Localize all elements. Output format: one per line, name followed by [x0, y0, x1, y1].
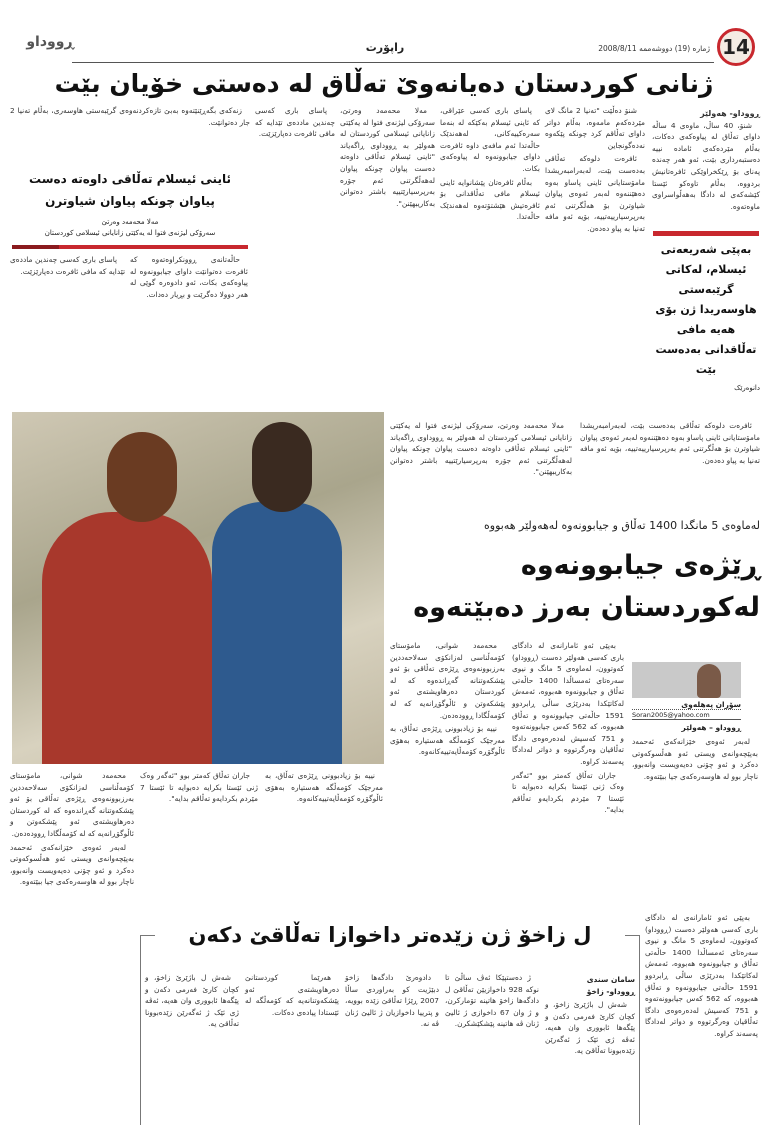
- section-title: راپۆرت: [365, 41, 405, 54]
- main-headline: ژنانی کوردستان دەیانەوێ تەڵاق لە دەستی خۆیان بێت: [54, 69, 714, 98]
- story2-column-5: [140, 770, 258, 807]
- story2-top-column-2: [390, 420, 572, 480]
- author-name: سۆران پەهلەوی: [632, 700, 741, 710]
- top-story-column-5: [255, 105, 335, 142]
- story3-author-name: سامان سندی: [586, 975, 635, 984]
- side-story-intro: [10, 105, 250, 130]
- woman-figure: [42, 512, 212, 764]
- paragraph: لەبەر ئەوەی خێزانەکەی ئەحمەد بەپێچەوانەی ویستی ئەو هەڵسوکەوتی دەکرد و ئەو چۆنی دەیەویست وانەبوو، ناچار بوو لە هاوسەرەکەی جیا ببێتەوە.: [632, 737, 758, 781]
- story2-top-column-1: [580, 420, 760, 468]
- woman-head: [107, 432, 177, 522]
- paragraph: پاسای باری کەسی عێراقی، کە ئاینی ئیسلام بەکێکە لە بنەما سەرەکییەکانی، لەهەندێک حاڵەتدا ئەم مافەی داوە ئافرەت داوای جیابوونەوە لە پیاوەکەی بکات.: [440, 106, 540, 173]
- pull-quote-text: بەپێی شەریعەتی ئیسلام، لەکاتی گرێبەستی هاوسەریدا ژن بۆی هەیە مافی تەڵاقدانی بەدەست بێت: [655, 243, 757, 376]
- pull-quote-bar: [653, 231, 759, 236]
- side-story-column-1: [130, 254, 248, 302]
- man-head: [252, 422, 312, 512]
- header-rule: [72, 62, 714, 63]
- paragraph: پاسای باری کەسی چەندین ماددەی تێدایە کە مافی ئافرەت دەپارێزێت.: [255, 106, 335, 139]
- paragraph: زنەکەی بگەڕێنێتەوە بەبێ تازەکردنەوەی گرێبەستی هاوسەری، بەڵام تەنیا 2 جار دەتوانێت.: [10, 106, 250, 127]
- story2-column-3: [390, 640, 505, 760]
- story2-column-7: [645, 912, 758, 1042]
- pull-quote-source: دانوەرێک: [734, 384, 760, 392]
- story2-column-4: [265, 770, 383, 807]
- author-photo: [632, 662, 741, 698]
- story3-headline: ل زاخۆ ژن زێدەتر داخوازا تەڵاقێ دکەن: [155, 917, 625, 953]
- paragraph: بەپێی ئەو ئامارانەی لە دادگای باری کەسی هەولێر دەست (ڕووداو) کەوتوون، لەماوەی 5 مانگ و نیوی سەرەتای ئەمساڵدا 1400 حاڵەتی تەڵاق و جیابوونەوە هەبووە، ئەمەش لەکاتێکدا بەدرێژی ساڵی ڕابردوو 1591 حاڵەتی جیابوونەوە و تەڵاق هەبووە، کە 562 کەس جیابوونەتەوە و 751 کەسیش لەدەرەوەی دادگا تەڵاقیان وەرگرتووە و دواتر لەدادگا پەسەند کراوە.: [645, 913, 759, 1038]
- paragraph: محەمەد شوانی، مامۆستای کۆمەڵناسی لەزانکۆی سەلاحەددین بەرزبوونەوەی ڕێژەی تەڵاقی بۆ ئەو پێشکەوتنانە گەڕاندەوە کە لە کوردستان دەرهاویشتەی ئەو پێشکەوتن و ئاڵوگۆڕانەیە کە لە کۆمەڵگادا ڕوودەدەن.: [390, 641, 505, 720]
- paragraph: مەلا محەمەد وەرتێ، سەرۆکی لیژنەی فتوا لە یەکێتی زانایانی ئیسلامی کوردستان لە هەولێر بە ڕووداوی ڕاگەیاند "ئاینی ئیسلام تەڵاقی داوەتە دەست پیاوان چونکە پیاوان لەهەڵگرتنی ئەم جۆرە بەرپرسیارێتییە باشتر دەتوانن بەکاریبهێنن".: [390, 421, 572, 477]
- author-email[interactable]: Soran2005@yahoo.com: [632, 711, 741, 720]
- man-figure: [212, 502, 342, 764]
- paragraph: حاڵەتانەی ڕوونکراوەتەوە کە ئافرەت دەتوانێت داوای جیابوونەوە لە پیاوەکەی بکات، ئەو دادوەرە گوێی لە هەر دوولا دەگرێت و بڕیار دەدات.: [130, 255, 248, 299]
- paragraph: شنۆ دەڵێت "تەنیا 2 مانگ لای مێردەکەم مامەوە، بەڵام دواتر داوای تەڵاقم کرد چونکە پێکەوە نەدەگونجاین: [545, 106, 645, 150]
- paragraph: نییە بۆ زیادبوونی ڕێژەی تەڵاق، بە مەرجێک کۆمەڵگە هەستیارە بەهۆی ئاڵوگۆڕە کۆمەڵایەتییەکانەوە.: [390, 724, 505, 757]
- story2-column-6: [10, 770, 134, 890]
- paragraph: شەش ل باژێرێ زاخۆ، و کچان کارێ فەرمی دکەن و پێگەها ئابووری وان هەیە، ئەڤە ژی ئێک ژ ئەگەرێن زێدەبوونا تەڵاقێ یە.: [545, 1000, 635, 1056]
- paragraph: ئافرەت دلوەکە تەڵاقی بەدەست بێت، لەبەرامبەریشدا مامۆستایانی ئاینی پاساو بەوە دەهێننەوە لەبەر ئەوەی پیاوان شیاوترن بۆ هەڵگرتنی ئەم بەرپرسیارییەتییە، بۆیە ئەو مافە تەنیا بە پیاو دەدەن.: [580, 421, 760, 465]
- side-story-byline-role: سەرۆکی لیژنەی فتوا لە یەکێتی زانایانی ئیسلامی کوردستان: [44, 229, 216, 237]
- page-number-badge: [717, 28, 755, 66]
- paragraph: ئافرەت دلوەکە تەڵاقی بەدەست بێت، لەبەرامبەریشدا مامۆستایانی ئاینی پاساو بەوە دەهێننەوە لەبەر ئەوەی پیاوان شیاوترن بۆ هەڵگرتنی ئەم بەرپرسیارییەتییە، بۆیە ئەو مافە تەنیا بە پیاو دەدەن.: [545, 154, 645, 233]
- top-story-column-3: [440, 105, 540, 225]
- story3-dateline: ڕووداو- زاخۆ: [586, 987, 635, 996]
- story2-dateline: ڕووداو – هەولێر: [681, 723, 741, 732]
- story2-headline-line2: لەکوردستان بەرز دەبێتەوە: [413, 592, 760, 623]
- side-story-column-2: [10, 254, 125, 279]
- story3-column-3: [345, 972, 439, 1032]
- top-story-column-2: [545, 105, 645, 237]
- page-number: 14: [722, 35, 750, 59]
- story2-column-2: [512, 640, 624, 818]
- story2-kicker: لەماوەی 5 مانگدا 1400 تەڵاق و جیابوونەوە لەهەولێر هەبووە: [484, 519, 760, 532]
- paragraph: هەرێما کوردستانێ دەرهاویشتەی ئەو پێشکەوتنانەیە کە کۆمەڵگە لە ئێستادا پیادەی دەکات.: [245, 973, 339, 1017]
- paragraph: نییە بۆ زیادبوونی ڕێژەی تەڵاق، بە مەرجێک کۆمەڵگە هەستیارە بەهۆی ئاڵوگۆڕە کۆمەڵایەتییەکانەوە.: [265, 771, 383, 804]
- story3-column-4: [245, 972, 339, 1020]
- paragraph: جاران تەڵاق کەمتر بوو "ئەگەر وەک ژنی ئێستا بکرایە دەبوایە تا ئێستا 7 مێردم بکردایەو تەڵاقم بدایە".: [140, 771, 258, 804]
- dateline: ڕووداو- هەولێر: [700, 109, 760, 118]
- couple-photo: [12, 412, 384, 764]
- paragraph: بەپێی ئەو ئامارانەی لە دادگای باری کەسی هەولێر دەست (ڕووداو) کەوتوون، لەماوەی 5 مانگ و نیوی سەرەتای ئەمساڵدا 1400 حاڵەتی تەڵاق و جیابوونەوە هەبووە، ئەمەش لەکاتێکدا بەدرێژی ساڵی ڕابردوو 1591 حاڵەتی جیابوونەوە و تەڵاق هەبووە، کە 562 کەس جیابوونەتەوە و 751 کەسیش لەدەرەوەی دادگا تەڵاقیان وەرگرتووە و دواتر لەدادگا پەسەند کراوە.: [512, 641, 625, 766]
- story2-column-1: [632, 736, 758, 784]
- author-face: [697, 664, 721, 698]
- story3-column-1: [545, 999, 635, 1059]
- issue-line: ژمارە (19) دووشەممە 2008/8/11: [598, 44, 710, 53]
- paragraph: پاسای باری کەسی چەندین ماددەی تێدایە کە مافی ئافرەت دەپارێزێت.: [10, 255, 125, 276]
- paragraph: محەمەد شوانی، مامۆستای کۆمەڵناسی لەزانکۆی سەلاحەددین بەرزبوونەوەی ڕێژەی تەڵاقی بۆ ئەو پێشکەوتنانە گەڕاندەوە کە لە کوردستان دەرهاویشتەی ئەو پێشکەوتن و ئاڵوگۆڕانەیە کە لە کۆمەڵگادا ڕوودەدەن.: [10, 771, 134, 838]
- side-story-bar: [12, 245, 248, 249]
- story3-column-5: [145, 972, 239, 1032]
- top-story-column-4: [340, 105, 435, 211]
- paragraph: شنۆ، 40 ساڵ، ماوەی 4 ساڵە داوای تەڵاق لە پیاوەکەی دەکات، بەڵام مێردەکەی ئامادە نییە دەستبەرداری بێت، ئەو هەر چەندە پەنای بۆ ڕێکخراوێکی ئافرەتانیش بردووە، بەڵام تاوەکو ئێستا کێشەکەی لە دادگا بەهەڵواسراوی ماوەتەوە.: [652, 120, 760, 211]
- paragraph: لەبەر ئەوەی خێزانەکەی ئەحمەد بەپێچەوانەی ویستی ئەو هەڵسوکەوتی دەکرد و ئەو چۆنی دەیەویست وانەبوو، ناچار بوو لە هاوسەرەکەی جیا ببێتەوە.: [10, 842, 134, 887]
- paragraph: جاران تەڵاق کەمتر بوو "ئەگەر وەک ژنی ئێستا بکرایە دەبوایە تا ئێستا 7 مێردم بکردایەو تەڵاقم بدایە".: [512, 770, 624, 815]
- side-story-title: ئاینی ئیسلام تەڵاقی داوەتە دەست پیاوان چونکە پیاوان شیاوترن: [29, 172, 231, 208]
- paragraph: دادوەرێ دادگەها زاخۆ دبێژیت کو بەراوردی ساڵا 2007 ڕێژا تەڵاقێ زێدە بوویە، و پترییا داخوازیان ژ ئالیێ ژنان ڤە نە.: [345, 973, 439, 1029]
- side-story-byline-name: مەلا محەمەد وەرتێ: [101, 218, 159, 226]
- paragraph: بەڵام ئافرەتان پێشانوایە ئاینی ئیسلام مافی تەڵاقدانی بۆ ئافرەتیش هێشتۆتەوە لەهەندێک حاڵەتدا.: [440, 177, 540, 222]
- paragraph: مەلا محەمەد وەرتێ، سەرۆکی لیژنەی فتوا لە یەکێتی زانایانی ئیسلامی کوردستان لە هەولێر بە ڕووداوی ڕاگەیاند "ئاینی ئیسلام تەڵاقی داوەتە دەست پیاوان چونکە پیاوان لەهەڵگرتنی ئەم جۆرە بەرپرسیارێتییە باشتر دەتوانن بەکاریبهێنن".: [340, 106, 435, 208]
- logo: ڕووداو: [26, 34, 74, 50]
- story3-column-2: [445, 972, 539, 1032]
- paragraph: شەش ل باژێرێ زاخۆ، و کچان کارێ فەرمی دکەن و پێگەها ئابووری وان هەیە، ئەڤە ژی ئێک ژ ئەگەرێن زێدەبوونا تەڵاقێ یە.: [145, 973, 239, 1029]
- pull-quote: [652, 240, 760, 392]
- paragraph: ژ دەستپێکا ئەڤ ساڵێ تا نوکە 928 داخوازیێن تەڵاقێ ل دادگەها زاخۆ هاتینە تۆمارکرن، و ژ وان 67 داخوازی ژ ئالیێ ژنان ڤە هاتینە پێشکێشکرن.: [445, 973, 539, 1029]
- top-story-column-1: [652, 108, 760, 214]
- story2-headline-line1: ڕێژەی جیابوونەوە: [520, 550, 760, 581]
